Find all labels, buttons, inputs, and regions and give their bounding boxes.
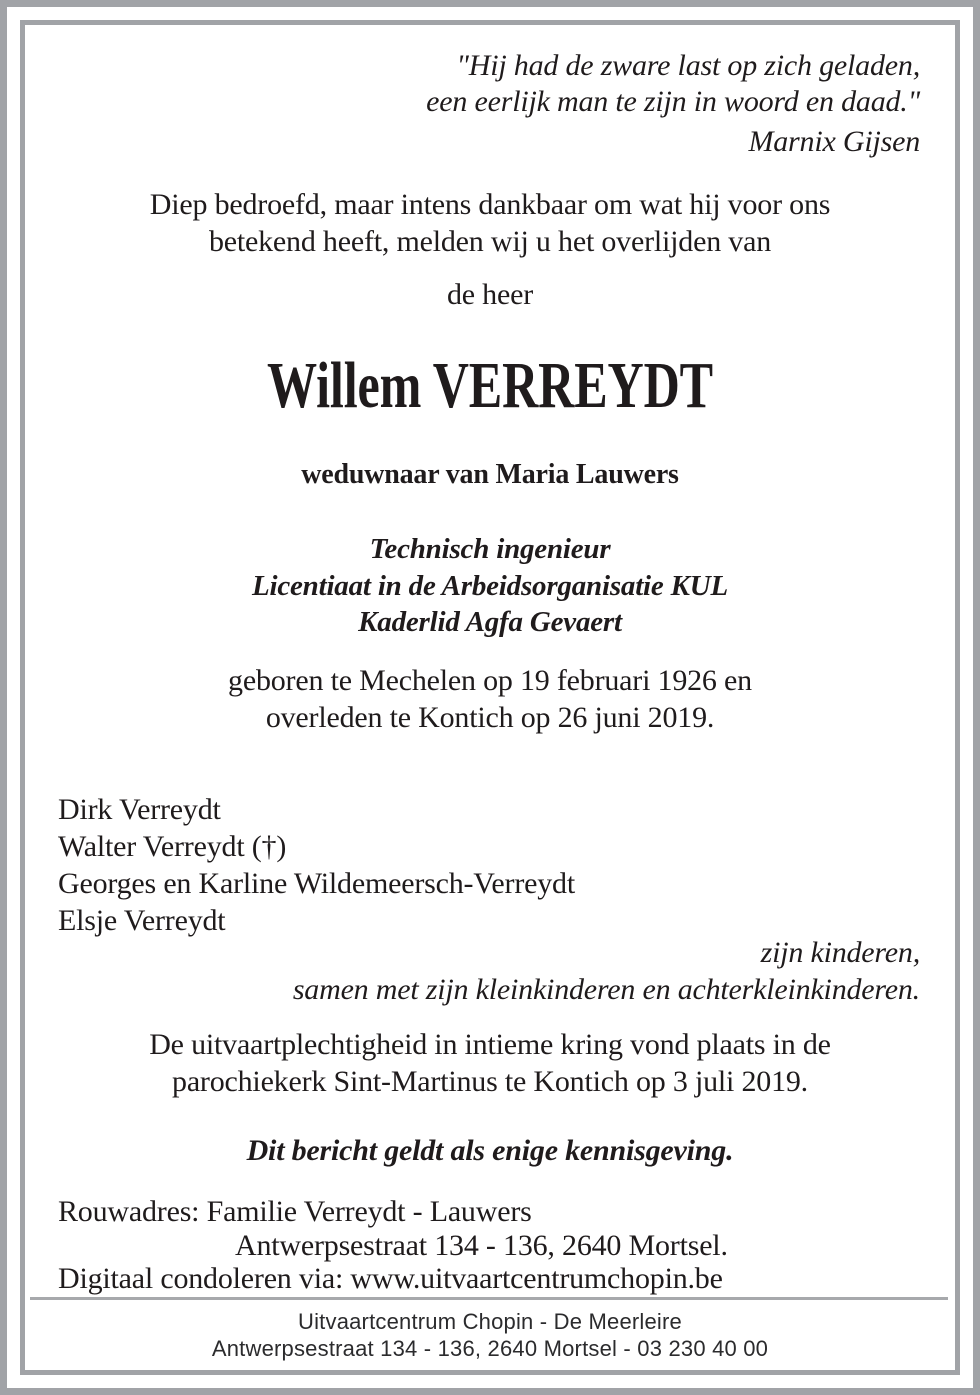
quote-attribution: Marnix Gijsen <box>748 125 920 158</box>
death-line: overleden te Kontich op 26 juni 2019. <box>265 701 715 734</box>
title-line-3: Kaderlid Agfa Gevaert <box>358 606 622 638</box>
quote-line-1: "Hij had de zware last op zich geladen, <box>456 49 920 82</box>
funeral-home-footer <box>30 1308 950 1362</box>
death-announcement-intro <box>30 186 950 260</box>
child-name: Georges en Karline Wildemeersch-Verreydt <box>58 867 575 900</box>
title-line-2: Licentiaat in de Arbeidsorganisatie KUL <box>251 569 729 602</box>
mourning-address <box>58 1195 728 1296</box>
service-line-2: parochiekerk Sint-Martinus te Kontich op 3 juli 2019. <box>172 1065 808 1098</box>
intro-line-2: betekend heeft, melden wij u het overlijden van <box>208 225 772 258</box>
child-name: Walter Verreydt (†) <box>58 830 287 863</box>
salutation: de heer <box>446 278 534 311</box>
caption-line-1: zijn kinderen, <box>760 936 920 969</box>
life-dates <box>30 662 950 736</box>
sole-notice-line: Dit bericht geldt als enige kennisgeving. <box>246 1134 734 1167</box>
child-name: Dirk Verreydt <box>58 793 221 826</box>
title-line-1: Technisch ingenieur <box>369 533 611 565</box>
birth-line: geboren te Mechelen op 19 februari 1926 en <box>228 664 752 697</box>
footer-address-line: Antwerpsestraat 134 - 136, 2640 Mortsel - 03 230 40 00 <box>211 1336 769 1361</box>
children-caption <box>293 934 920 1008</box>
funeral-service-info <box>30 1026 950 1100</box>
widower-line: weduwnaar van Maria Lauwers <box>301 459 679 490</box>
child-name: Elsje Verreydt <box>58 904 226 937</box>
quote-line-2: een eerlijk man te zijn in woord en daad." <box>426 85 920 118</box>
deceased-name: Willem VERREYDT <box>267 349 713 422</box>
caption-line-2: samen met zijn kleinkinderen en achterkleinkinderen. <box>292 973 920 1006</box>
intro-line-1: Diep bedroefd, maar intens dankbaar om wat hij voor ons <box>149 188 831 221</box>
address-line-1: Rouwadres: Familie Verreydt - Lauwers <box>58 1195 532 1228</box>
opening-quote <box>426 48 920 160</box>
address-line-2: Antwerpsestraat 134 - 136, 2640 Mortsel. <box>235 1228 728 1262</box>
professional-titles <box>30 531 950 641</box>
footer-divider <box>30 1297 948 1300</box>
address-line-3: Digitaal condoleren via: www.uitvaartcentrumchopin.be <box>58 1262 723 1295</box>
service-line-1: De uitvaartplechtigheid in intieme kring vond plaats in de <box>149 1028 831 1061</box>
footer-name-line: Uitvaartcentrum Chopin - De Meerleire <box>298 1309 682 1334</box>
children-list <box>58 791 575 939</box>
